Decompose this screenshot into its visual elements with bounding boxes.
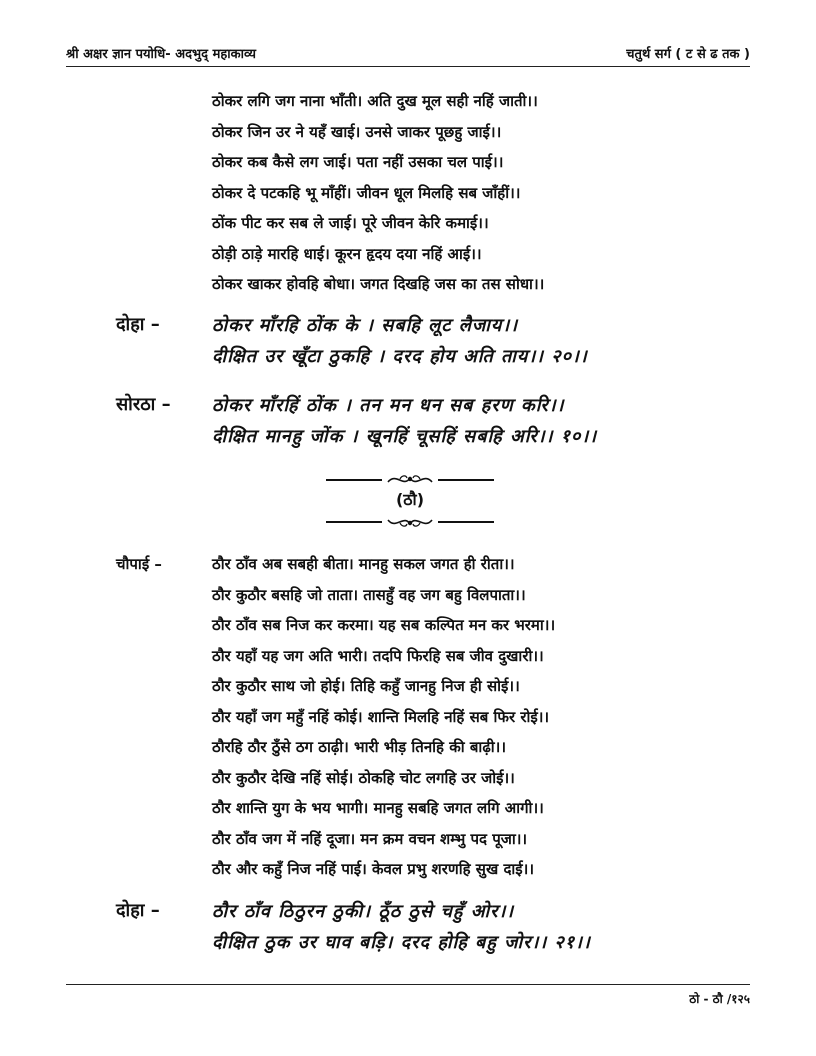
doha-label: दोहा – [116, 314, 160, 335]
verse-line: ठोकर लगि जग नाना भाँती। अति दुख मूल सही नहिं जाती।। [212, 92, 538, 110]
doha-line: दीक्षित ठुक उर घाव बड़ि। दरद होहि बहु जोर।। २१।। [212, 932, 591, 953]
top-ornament-divider [326, 470, 494, 490]
chaupai-label: चौपाई – [116, 555, 162, 573]
verse-block-2 [212, 549, 555, 885]
verse-line: ठोकर कब कैसे लग जाई। पता नहीं उसका चल पाई।। [212, 153, 504, 171]
verse-block-1 [212, 86, 544, 300]
bottom-ornament-divider [326, 512, 494, 532]
verse-line: ठौर ठाँव अब सबही बीता। मानहु सकल जगत ही रीता।। [212, 555, 515, 573]
verse-line: ठौर कुठौर देखि नहिं सोई। ठोकहि चोट लगहि उर जोई।। [212, 768, 515, 787]
verse-line: ठोकर खाकर होवहि बोधा। जगत दिखहि जस का तस सोधा।। [212, 275, 545, 293]
verse-line: ठौर यहाँ यह जग अति भारी। तदपि फिरहि सब जीव दुखारी।। [212, 646, 544, 665]
verse-line: ठौर यहाँ जग महुँ नहिं कोई। शान्ति मिलहि नहिं सब फिर रोई।। [212, 707, 550, 726]
section-title: (ठौ) [395, 490, 425, 509]
footer-divider [66, 984, 750, 985]
doha-line: ठोकर माँरहि ठोंक के । सबहि लूट लैजाय।। [212, 315, 519, 336]
verse-line: ठौर कुठौर बसहि जो ताता। तासहुँ वह जग बहु विलपाता।। [212, 585, 526, 604]
flourish-ornament-icon [386, 470, 434, 490]
flourish-ornament-icon [386, 512, 434, 532]
verse-line: ठोकर जिन उर ने यहँ खाई। उनसे जाकर पूछहु जाई।। [212, 122, 502, 141]
soratha-label: सोरठा – [116, 394, 171, 415]
page-header [66, 38, 750, 67]
soratha-line: ठोकर माँरहिं ठोंक । तन मन धन सब हरण करि।। [212, 395, 565, 416]
doha-block-1 [212, 310, 588, 372]
header-chapter-title: चतुर्थ सर्ग ( ट से ढ तक ) [626, 47, 750, 62]
soratha-block [212, 390, 597, 452]
doha-block-2 [212, 896, 591, 958]
verse-line: ठोंक पीट कर सब ले जाई। पूरे जीवन केरि कमाई।। [212, 214, 489, 232]
verse-line: ठौर ठाँव जग में नहिं दूजा। मन क्रम वचन शम्भु पद पूजा।। [212, 829, 528, 848]
doha-label: दोहा – [116, 900, 160, 921]
page-number: ठो - ठौ /१२५ [689, 992, 750, 1006]
doha-line: ठौर ठाँव ठिठुरन ठुकी। ठूँठ ठुसे चहुँ ओर।। [212, 901, 515, 922]
verse-line: ठौरहि ठौर ठुँसे ठग ठाढ़ी। भारी भीड़ तिनहि की बाढ़ी।। [212, 738, 507, 756]
verse-line: ठौर ठाँव सब निज कर करमा। यह सब कल्पित मन कर भरमा।। [212, 616, 556, 634]
header-book-title: श्री अक्षर ज्ञान पयोधि- अदभुद् महाकाव्य [66, 47, 256, 62]
soratha-line: दीक्षित मानहु जोंक । खूनहिं चूसहिं सबहि अरि।। १०।। [212, 426, 598, 447]
verse-line: ठौर शान्ति युग के भय भागी। मानहु सबहि जगत लगि आगी।। [212, 799, 544, 817]
verse-line: ठोड़ी ठाड़े मारहि धाई। कूरन हृदय दया नहिं आई।। [212, 244, 482, 263]
verse-line: ठौर और कहुँ निज नहिं पाई। केवल प्रभु शरणहि सुख दाई।। [212, 860, 535, 878]
doha-line: दीक्षित उर खूँटा ठुकहि । दरद होय अति ताय।। २०।। [212, 346, 588, 367]
verse-line: ठौर कुठौर साथ जो होई। तिहि कहुँ जानहु निज ही सोई।। [212, 677, 520, 695]
verse-line: ठोकर दे पटकहि भू माँहीं। जीवन धूल मिलहि सब जाँहीं।। [212, 183, 521, 202]
